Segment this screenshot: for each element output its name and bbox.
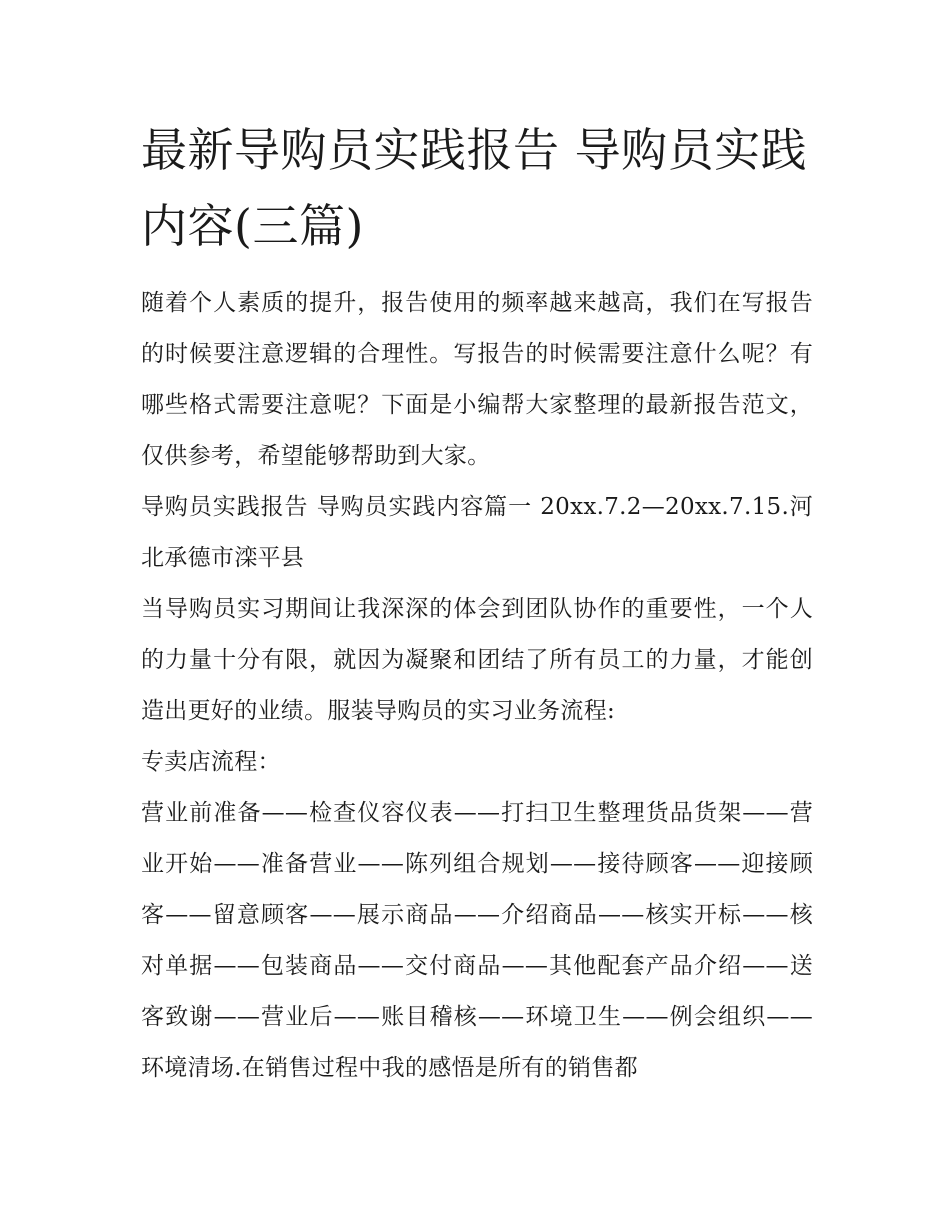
intro-paragraph: 随着个人素质的提升，报告使用的频率越来越高，我们在写报告的时候要注意逻辑的合理性。写报告的时候需要注意什么呢？有哪些格式需要注意呢？下面是小编帮大家整理的最新报告范文，仅供参考，希望能够帮助到大家。 xyxy=(141,290,813,469)
document-page xyxy=(141,112,813,1094)
document-title: 最新导购员实践报告 导购员实践内容(三篇) xyxy=(141,123,808,253)
store-process-heading: 专卖店流程： xyxy=(141,749,281,775)
teamwork-paragraph: 当导购员实习期间让我深深的体会到团队协作的重要性，一个人的力量十分有限，就因为凝聚和团结了所有员工的力量，才能创造出更好的业绩。服装导购员的实习业务流程: xyxy=(141,596,813,724)
section-heading-paragraph: 导购员实践报告 导购员实践内容篇一 20xx.7.2—20xx.7.15.河北承德市滦平县 xyxy=(141,494,813,571)
process-flow-paragraph: 营业前准备——检查仪容仪表——打扫卫生整理货品货架——营业开始——准备营业——陈列组合规划——接待顾客——迎接顾客——留意顾客——展示商品——介绍商品——核实开标——核对单据——包装商品——交付商品——其他配套产品介绍——送客致谢——营业后——账目稽核——环境卫生——例会组织——环境清场.在销售过程中我的感悟是所有的销售都 xyxy=(141,800,813,1081)
